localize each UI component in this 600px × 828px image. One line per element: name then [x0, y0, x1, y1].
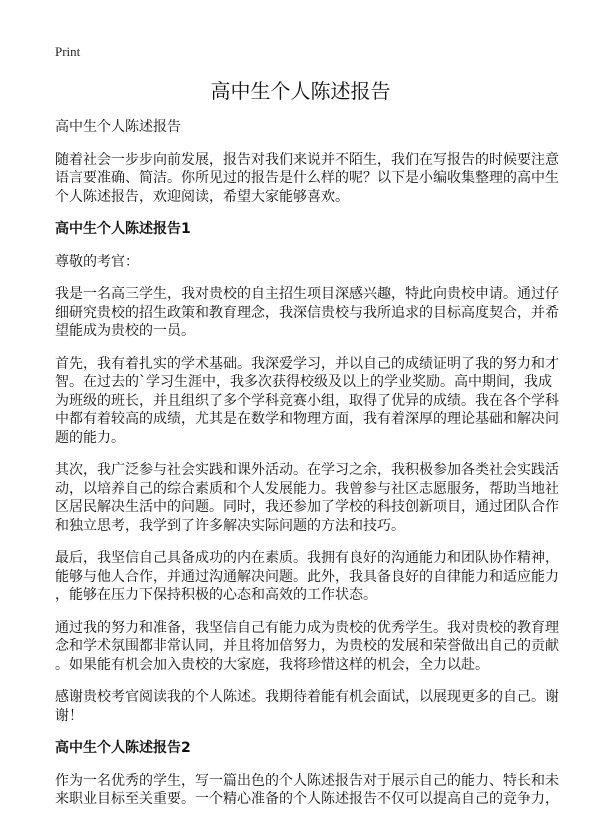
text-line: 我是一名高三学生，我对贵校的自主招生项目深感兴趣，特此向贵校申请。通过仔 — [55, 286, 559, 302]
intro-paragraph — [55, 151, 559, 207]
text-line: 随着社会一步步向前发展，报告对我们来说并不陌生，我们在写报告的时候要注意 — [55, 151, 559, 168]
section-heading-2: 高中生个人陈述报告2 — [55, 740, 191, 756]
text-line: 为班级的班长，并且组织了多个学科竞赛小组，取得了优异的成绩。我在各个学科 — [55, 392, 559, 409]
print-link[interactable]: Print — [55, 44, 81, 59]
text-line: 智。在过去的`学习生涯中，我多次获得校级及以上的学业奖励。高中期间，我成 — [55, 374, 552, 390]
section-1-body — [55, 285, 559, 725]
text-line: 细研究贵校的招生政策和教育理念，我深信贵校与我所追求的目标高度契合，并希 — [55, 304, 559, 321]
text-line: 语言要准确、简洁。你所见过的报告是什么样的呢？以下是小编收集整理的高中生 — [55, 170, 559, 186]
body-paragraph — [55, 688, 559, 725]
text-line: 作为一名优秀的学生，写一篇出色的个人陈述报告对于展示自己的能力、特长和未 — [55, 772, 559, 789]
text-line: 个人陈述报告，欢迎阅读，希望大家能够喜欢。 — [55, 188, 349, 205]
body-paragraph — [55, 461, 559, 535]
page-title: 高中生个人陈述报告 — [210, 79, 391, 103]
text-line: 题的能力。 — [55, 429, 125, 446]
text-line: 其次，我广泛参与社会实践和课外活动。在学习之余，我积极参加各类社会实践活 — [55, 462, 559, 478]
text-line: 。如果能有机会加入贵校的大家庭，我将珍惜这样的机会，全力以赴。 — [55, 656, 489, 673]
text-line: 望能成为贵校的一员。 — [55, 323, 195, 339]
greeting: 尊敬的考官： — [55, 253, 139, 270]
body-paragraph — [55, 772, 559, 809]
section-2-body — [55, 772, 559, 809]
section-heading-1: 高中生个人陈述报告1 — [55, 221, 191, 237]
body-paragraph — [55, 619, 559, 675]
text-line: 来职业目标至关重要。一个精心准备的个人陈述报告不仅可以提高自己的竞争力， — [55, 791, 559, 807]
body-paragraph — [55, 355, 559, 448]
subtitle: 高中生个人陈述报告 — [55, 119, 181, 135]
text-line: 区居民解决生活中的问题。同时，我还参加了学校的科技创新项目，通过团队合作 — [55, 499, 559, 515]
text-line: 和独立思考，我学到了许多解决实际问题的方法和技巧。 — [55, 517, 405, 534]
text-line: 动，以培养自己的综合素质和个人发展能力。我曾参与社区志愿服务，帮助当地社 — [55, 480, 559, 497]
text-line: 首先，我有着扎实的学术基础。我深爱学习，并以自己的成绩证明了我的努力和才 — [55, 355, 559, 372]
text-line: 谢！ — [55, 707, 83, 724]
text-line: 中都有着较高的成绩，尤其是在数学和物理方面，我有着深厚的理论基础和解决问 — [55, 411, 559, 427]
body-paragraph — [55, 285, 559, 341]
text-line: 感谢贵校考官阅读我的个人陈述。我期待着能有机会面试，以展现更多的自己。谢 — [55, 689, 559, 705]
text-line: 通过我的努力和准备，我坚信自己有能力成为贵校的优秀学生。我对贵校的教育理 — [55, 619, 559, 636]
text-line: 能够与他人合作，并通过沟通解决问题。此外，我具备良好的自律能力和适应能力 — [55, 568, 559, 585]
text-line: 最后，我坚信自己具备成功的内在素质。我拥有良好的沟通能力和团队协作精神， — [55, 550, 559, 566]
text-line: 念和学术氛围都非常认同，并且将加倍努力，为贵校的发展和荣誉做出自己的贡献 — [55, 638, 559, 654]
body-paragraph — [55, 549, 559, 605]
text-line: ，能够在压力下保持积极的心态和高效的工作状态。 — [55, 587, 377, 603]
